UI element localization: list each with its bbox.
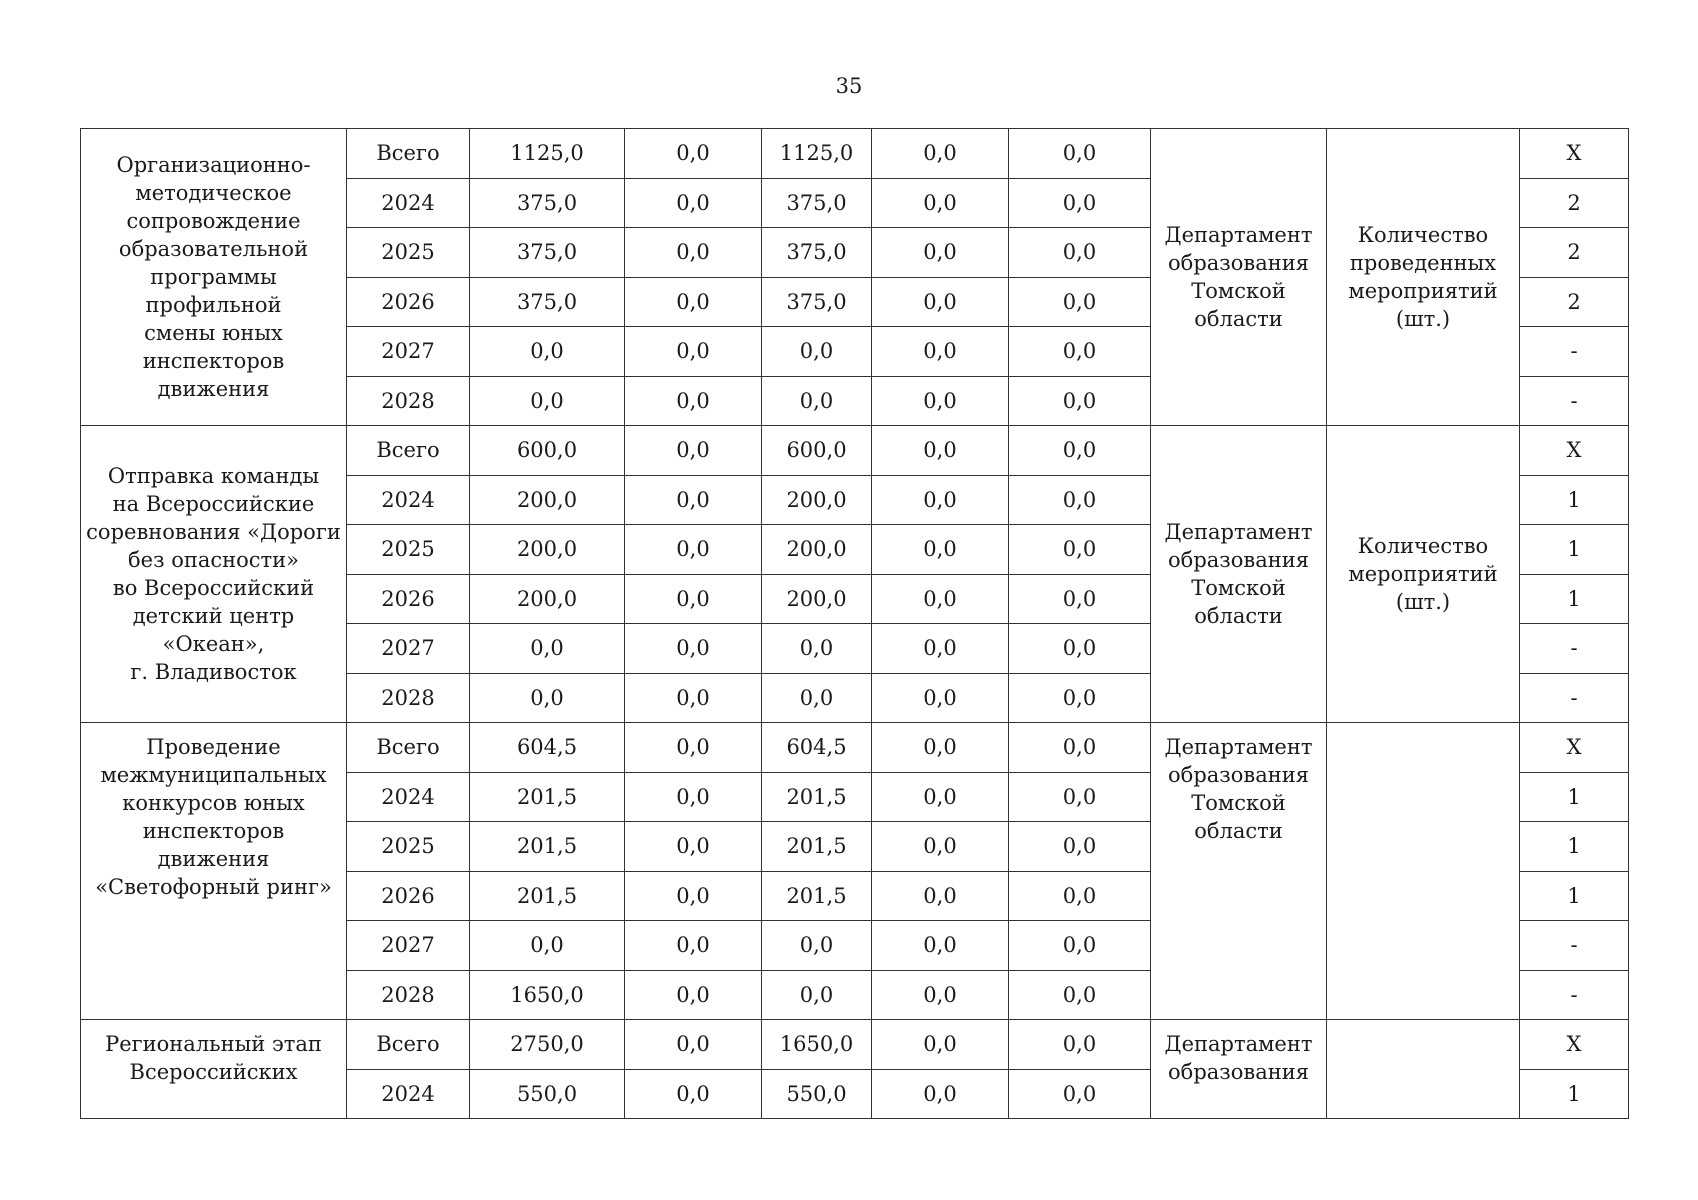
value-cell: 375,0 — [762, 277, 872, 327]
value-cell: 550,0 — [762, 1069, 872, 1119]
value-cell: 0,0 — [1009, 426, 1151, 476]
total-cell: 2750,0 — [470, 1020, 625, 1070]
value-cell: 0,0 — [1009, 723, 1151, 773]
target-cell: - — [1520, 624, 1629, 674]
total-cell: 550,0 — [470, 1069, 625, 1119]
value-cell: 0,0 — [872, 327, 1009, 377]
department-cell — [1151, 1020, 1327, 1119]
value-cell: 0,0 — [872, 475, 1009, 525]
activity-name: Региональный этап Всероссийских — [105, 1032, 322, 1084]
indicator-cell — [1327, 1020, 1520, 1119]
value-cell: 375,0 — [762, 178, 872, 228]
target-cell: 1 — [1520, 574, 1629, 624]
value-cell: 0,0 — [1009, 228, 1151, 278]
period-cell: Всего — [347, 426, 470, 476]
department-name: Департамент образования Томской области — [1164, 735, 1313, 843]
value-cell: 0,0 — [1009, 475, 1151, 525]
value-cell: 0,0 — [1009, 525, 1151, 575]
value-cell: 201,5 — [762, 772, 872, 822]
department-cell — [1151, 723, 1327, 1020]
indicator-name: Количество мероприятий (шт.) — [1348, 534, 1498, 614]
period-cell: 2027 — [347, 327, 470, 377]
total-cell: 375,0 — [470, 178, 625, 228]
activity-name-cell — [81, 723, 347, 1020]
total-cell: 200,0 — [470, 525, 625, 575]
period-cell: Всего — [347, 129, 470, 179]
value-cell: 0,0 — [625, 1069, 762, 1119]
value-cell: 0,0 — [762, 673, 872, 723]
value-cell: 0,0 — [872, 228, 1009, 278]
activity-name-cell — [81, 129, 347, 426]
value-cell: 0,0 — [1009, 624, 1151, 674]
value-cell: 1650,0 — [762, 1020, 872, 1070]
total-cell: 1650,0 — [470, 970, 625, 1020]
total-cell: 200,0 — [470, 574, 625, 624]
value-cell: 0,0 — [762, 624, 872, 674]
value-cell: 0,0 — [625, 228, 762, 278]
period-cell: 2025 — [347, 525, 470, 575]
total-cell: 0,0 — [470, 327, 625, 377]
value-cell: 0,0 — [625, 129, 762, 179]
value-cell: 0,0 — [872, 277, 1009, 327]
target-cell: 1 — [1520, 772, 1629, 822]
value-cell: 0,0 — [1009, 871, 1151, 921]
value-cell: 0,0 — [872, 822, 1009, 872]
period-cell: Всего — [347, 723, 470, 773]
value-cell: 0,0 — [762, 970, 872, 1020]
activity-name: Организационно- методическое сопровождение образовательной программы профильной смены юных инспекторов движения — [116, 153, 311, 401]
value-cell: 0,0 — [872, 723, 1009, 773]
period-cell: 2026 — [347, 871, 470, 921]
target-cell: 1 — [1520, 475, 1629, 525]
activity-name: Отправка команды на Всероссийские соревнования «Дороги без опасности» во Всероссийский детский центр «Океан», г. Владивосток — [86, 464, 341, 684]
target-cell: - — [1520, 376, 1629, 426]
total-cell: 1125,0 — [470, 129, 625, 179]
target-cell: 1 — [1520, 871, 1629, 921]
value-cell: 0,0 — [625, 624, 762, 674]
value-cell: 0,0 — [872, 376, 1009, 426]
value-cell: 0,0 — [762, 376, 872, 426]
target-cell: 2 — [1520, 277, 1629, 327]
department-name: Департамент образования Томской области — [1164, 223, 1313, 331]
value-cell: 0,0 — [625, 871, 762, 921]
value-cell: 0,0 — [872, 921, 1009, 971]
period-cell: 2025 — [347, 822, 470, 872]
value-cell: 0,0 — [762, 921, 872, 971]
value-cell: 0,0 — [872, 673, 1009, 723]
total-cell: 375,0 — [470, 277, 625, 327]
value-cell: 0,0 — [1009, 376, 1151, 426]
target-cell: 1 — [1520, 525, 1629, 575]
value-cell: 0,0 — [1009, 178, 1151, 228]
value-cell: 0,0 — [625, 574, 762, 624]
value-cell: 0,0 — [625, 970, 762, 1020]
target-cell: X — [1520, 1020, 1629, 1070]
target-cell: - — [1520, 327, 1629, 377]
department-cell — [1151, 426, 1327, 723]
value-cell: 375,0 — [762, 228, 872, 278]
value-cell: 201,5 — [762, 871, 872, 921]
value-cell: 0,0 — [762, 327, 872, 377]
total-cell: 201,5 — [470, 772, 625, 822]
department-cell — [1151, 129, 1327, 426]
table-row — [81, 129, 1629, 179]
indicator-cell — [1327, 129, 1520, 426]
table-row — [81, 1020, 1629, 1070]
period-cell: Всего — [347, 1020, 470, 1070]
period-cell: 2028 — [347, 673, 470, 723]
value-cell: 201,5 — [762, 822, 872, 872]
value-cell: 0,0 — [625, 277, 762, 327]
target-cell: - — [1520, 970, 1629, 1020]
value-cell: 0,0 — [1009, 673, 1151, 723]
indicator-cell — [1327, 426, 1520, 723]
department-name: Департамент образования Томской области — [1164, 520, 1313, 628]
total-cell: 375,0 — [470, 228, 625, 278]
value-cell: 0,0 — [872, 772, 1009, 822]
period-cell: 2024 — [347, 475, 470, 525]
target-cell: X — [1520, 723, 1629, 773]
value-cell: 0,0 — [872, 1020, 1009, 1070]
value-cell: 1125,0 — [762, 129, 872, 179]
value-cell: 0,0 — [1009, 1069, 1151, 1119]
page-number: 35 — [835, 74, 863, 98]
value-cell: 0,0 — [872, 525, 1009, 575]
value-cell: 0,0 — [872, 574, 1009, 624]
program-activities-table — [80, 128, 1629, 1119]
value-cell: 0,0 — [1009, 822, 1151, 872]
total-cell: 201,5 — [470, 822, 625, 872]
value-cell: 0,0 — [1009, 327, 1151, 377]
activity-name-cell — [81, 1020, 347, 1119]
activity-name: Проведение межмуниципальных конкурсов юных инспекторов движения «Светофорный ринг» — [95, 735, 332, 899]
period-cell: 2024 — [347, 772, 470, 822]
value-cell: 0,0 — [625, 723, 762, 773]
target-cell: - — [1520, 921, 1629, 971]
value-cell: 0,0 — [872, 970, 1009, 1020]
target-cell: X — [1520, 129, 1629, 179]
total-cell: 0,0 — [470, 624, 625, 674]
value-cell: 0,0 — [1009, 277, 1151, 327]
total-cell: 0,0 — [470, 921, 625, 971]
total-cell: 200,0 — [470, 475, 625, 525]
period-cell: 2025 — [347, 228, 470, 278]
table-row — [81, 426, 1629, 476]
value-cell: 604,5 — [762, 723, 872, 773]
target-cell: 1 — [1520, 822, 1629, 872]
value-cell: 0,0 — [872, 624, 1009, 674]
value-cell: 0,0 — [625, 178, 762, 228]
value-cell: 200,0 — [762, 525, 872, 575]
indicator-name: Количество проведенных мероприятий (шт.) — [1348, 223, 1498, 331]
value-cell: 600,0 — [762, 426, 872, 476]
total-cell: 604,5 — [470, 723, 625, 773]
period-cell: 2024 — [347, 178, 470, 228]
period-cell: 2026 — [347, 277, 470, 327]
value-cell: 0,0 — [625, 772, 762, 822]
value-cell: 0,0 — [1009, 574, 1151, 624]
target-cell: X — [1520, 426, 1629, 476]
value-cell: 0,0 — [1009, 970, 1151, 1020]
value-cell: 0,0 — [625, 822, 762, 872]
value-cell: 0,0 — [625, 673, 762, 723]
value-cell: 0,0 — [625, 327, 762, 377]
period-cell: 2027 — [347, 624, 470, 674]
total-cell: 600,0 — [470, 426, 625, 476]
target-cell: 2 — [1520, 228, 1629, 278]
total-cell: 0,0 — [470, 673, 625, 723]
value-cell: 0,0 — [872, 426, 1009, 476]
value-cell: 0,0 — [625, 525, 762, 575]
period-cell: 2028 — [347, 376, 470, 426]
value-cell: 200,0 — [762, 574, 872, 624]
value-cell: 0,0 — [1009, 921, 1151, 971]
period-cell: 2026 — [347, 574, 470, 624]
value-cell: 200,0 — [762, 475, 872, 525]
department-name: Департамент образования — [1164, 1032, 1313, 1084]
value-cell: 0,0 — [625, 1020, 762, 1070]
target-cell: - — [1520, 673, 1629, 723]
target-cell: 2 — [1520, 178, 1629, 228]
total-cell: 201,5 — [470, 871, 625, 921]
value-cell: 0,0 — [1009, 129, 1151, 179]
value-cell: 0,0 — [1009, 1020, 1151, 1070]
value-cell: 0,0 — [625, 376, 762, 426]
target-cell: 1 — [1520, 1069, 1629, 1119]
value-cell: 0,0 — [872, 871, 1009, 921]
value-cell: 0,0 — [872, 178, 1009, 228]
value-cell: 0,0 — [872, 1069, 1009, 1119]
period-cell: 2027 — [347, 921, 470, 971]
activity-name-cell — [81, 426, 347, 723]
value-cell: 0,0 — [625, 921, 762, 971]
value-cell: 0,0 — [625, 426, 762, 476]
period-cell: 2028 — [347, 970, 470, 1020]
period-cell: 2024 — [347, 1069, 470, 1119]
value-cell: 0,0 — [625, 475, 762, 525]
value-cell: 0,0 — [872, 129, 1009, 179]
indicator-cell — [1327, 723, 1520, 1020]
total-cell: 0,0 — [470, 376, 625, 426]
value-cell: 0,0 — [1009, 772, 1151, 822]
table-row — [81, 723, 1629, 773]
